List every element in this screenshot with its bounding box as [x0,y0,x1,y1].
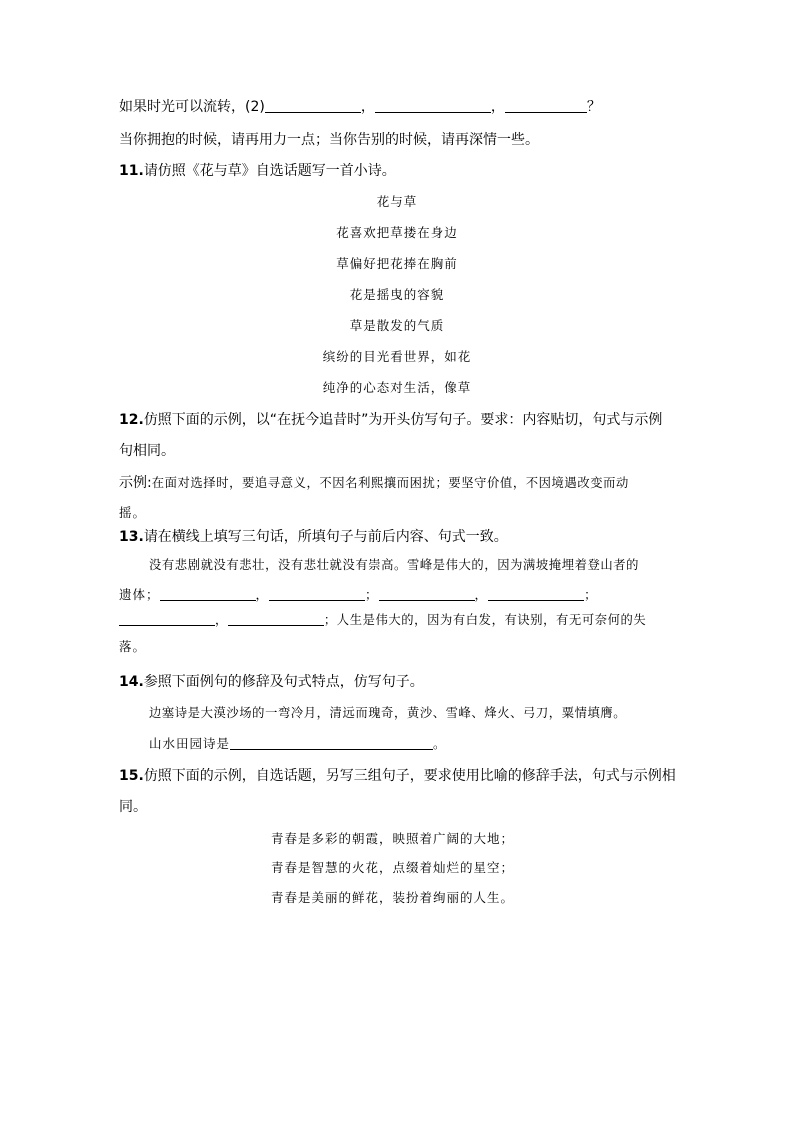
poem-line: 草是散发的气质 [349,318,445,333]
example-text-cont: 摇。 [119,505,147,520]
poem-line: 缤纷的目光看世界，如花 [322,349,472,364]
prompt-text: 参照下面例句的修辞及句式特点，仿写句子。 [143,674,424,690]
q13-text-end: 落。 [119,639,147,654]
text: ；人生是伟大的，因为有白发，有诀别，有无可奈何的失 [323,613,647,627]
period: 。 [433,736,447,751]
text: 遗体； [119,587,160,602]
q15-example-line: 青春是多彩的朝霞，映照着广阔的大地； [271,831,515,846]
answer-blank[interactable] [375,98,491,113]
question-number: 13. [119,529,144,545]
poem-title: 花与草 [376,194,418,209]
answer-blank[interactable] [269,586,365,601]
answer-blank[interactable] [228,611,324,626]
q13-text: 没有悲剧就没有悲壮，没有悲壮就没有崇高。雪峰是伟大的，因为满坡掩埋着登山者的 [149,558,640,572]
q15-example-line: 青春是智慧的火花，点缀着灿烂的星空； [271,860,515,875]
example-text: 在面对选择时，要追寻意义，不因名利熙攘而困扰；要坚守价值，不因境遇改变而动 [151,476,629,490]
answer-blank[interactable] [265,98,361,113]
question-10-line [119,97,601,117]
question-14-prompt [119,672,424,692]
q13-fill-line-2 [119,610,646,630]
example-label: 示例: [119,475,152,491]
question-number: 15. [119,768,144,784]
poem-line: 草偏好把花捧在胸前 [336,256,458,271]
answer-blank[interactable] [160,586,256,601]
prompt-text: 请仿照《花与草》自选话题写一首小诗。 [143,163,396,179]
separator: ， [215,613,228,627]
poem-line: 花喜欢把草搂在身边 [336,225,458,240]
q10-prefix: 如果时光可以流转， [119,99,245,115]
separator: ， [490,99,505,115]
prompt-text: 仿照下面的示例，以“在抚今追昔时”为开头仿写句子。要求：内容贴切，句式与示例 [143,412,663,428]
q15-example-line: 青春是美丽的鲜花，装扮着绚丽的人生。 [271,890,515,905]
question-11-prompt [119,161,396,181]
separator: ； [365,587,379,602]
q14-fill-line [149,734,447,754]
answer-blank[interactable] [379,586,475,601]
poem-line: 花是摇曳的容貌 [349,287,445,302]
prompt-text: 仿照下面的示例，自选话题，另写三组句子，要求使用比喻的修辞手法，句式与示例相 [143,768,676,784]
question-number: 14. [119,674,144,690]
separator: ； [584,587,598,602]
q10-label: (2) [245,99,265,115]
q14-example: 边塞诗是大漠沙场的一弯冷月，清远而瑰奇，黄沙、雪峰、烽火、弓刀，粟情填膺。 [149,706,627,720]
separator: ， [474,587,489,602]
question-15-prompt-cont: 同。 [119,799,147,815]
question-15-prompt [119,766,676,786]
question-12-prompt [119,410,662,430]
answer-blank[interactable] [119,611,215,626]
poem-line: 纯净的心态对生活，像草 [322,380,472,395]
question-number: 12. [119,412,144,428]
answer-blank[interactable] [505,98,587,113]
question-13-prompt [119,527,508,547]
prompt-text: 请在横线上填写三句话，所填句子与前后内容、句式一致。 [143,529,508,545]
separator: ， [255,587,270,602]
q13-fill-line-1 [119,585,598,605]
line-after-q10: 当你拥抱的时候，请再用力一点；当你告别的时候，请再深情一些。 [119,132,539,148]
answer-blank[interactable] [488,586,584,601]
question-number: 11. [119,163,144,179]
question-12-example [119,473,629,493]
answer-blank[interactable] [230,735,433,750]
text: 山水田园诗是 [149,736,231,751]
question-mark: ？ [586,99,601,115]
question-12-prompt-cont: 句相同。 [119,443,175,459]
separator: ， [360,99,375,115]
